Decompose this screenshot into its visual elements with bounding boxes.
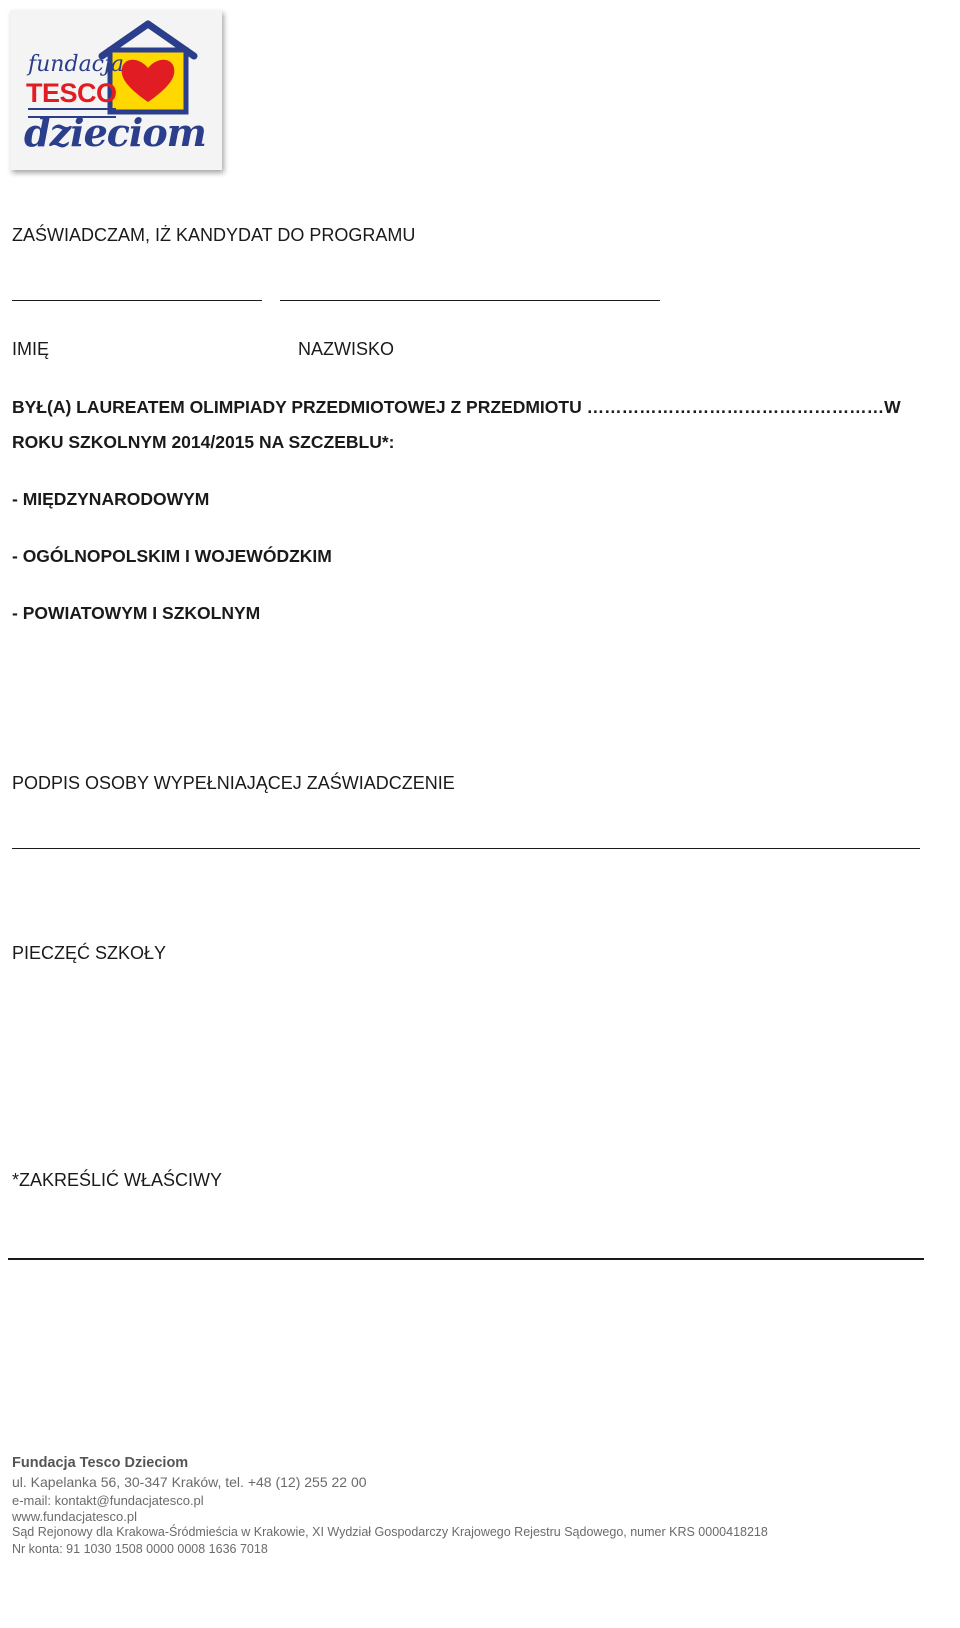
statement-line-2: ROKU SZKOLNYM 2014/2015 NA SZCZEBLU*: [12, 432, 395, 452]
logo-text-fundacja: fundacja [28, 52, 124, 77]
footer-account-number: Nr konta: 91 1030 1508 0000 0008 1636 7018 [12, 1542, 268, 1556]
footnote: *ZAKREŚLIĆ WŁAŚCIWY [12, 1170, 223, 1190]
footer-address: ul. Kapelanka 56, 30-347 Kraków, tel. +48 (12) 255 22 00 [12, 1474, 367, 1490]
option-international: - MIĘDZYNARODOWYM [12, 489, 210, 509]
footer-court-registration: Sąd Rejonowy dla Krakowa-Śródmieścia w Krakowie, XI Wydział Gospodarczy Krajowego Rejestru Sądowego, numer KRS 0000418218 [12, 1525, 768, 1539]
footer-email[interactable]: e-mail: kontakt@fundacjatesco.pl [12, 1493, 204, 1508]
statement-line-1: BYŁ(A) LAUREATEM OLIMPIADY PRZEDMIOTOWEJ Z PRZEDMIOTU ……………………………………………W [12, 397, 901, 417]
certify-text: ZAŚWIADCZAM, IŻ KANDYDAT DO PROGRAMU [12, 225, 416, 245]
logo-text-dzieciom: dzieciom [24, 110, 206, 155]
footer-website[interactable]: www.fundacjatesco.pl [12, 1509, 138, 1524]
logo-text-tesco: TESCO [26, 78, 117, 108]
stamp-label: PIECZĘĆ SZKOŁY [12, 943, 167, 963]
first-name-label: IMIĘ [12, 339, 50, 359]
first-name-field[interactable] [12, 300, 262, 301]
footer-org-name: Fundacja Tesco Dzieciom [12, 1455, 189, 1471]
option-national-regional: - OGÓLNOPOLSKIM I WOJEWÓDZKIM [12, 546, 332, 566]
footer-divider [8, 1258, 924, 1260]
signature-label: PODPIS OSOBY WYPEŁNIAJĄCEJ ZAŚWIADCZENIE [12, 773, 455, 793]
signature-field[interactable] [12, 848, 920, 849]
last-name-label: NAZWISKO [298, 339, 395, 359]
option-district-school: - POWIATOWYM I SZKOLNYM [12, 603, 261, 623]
foundation-logo [10, 10, 222, 170]
last-name-field[interactable] [280, 300, 660, 301]
